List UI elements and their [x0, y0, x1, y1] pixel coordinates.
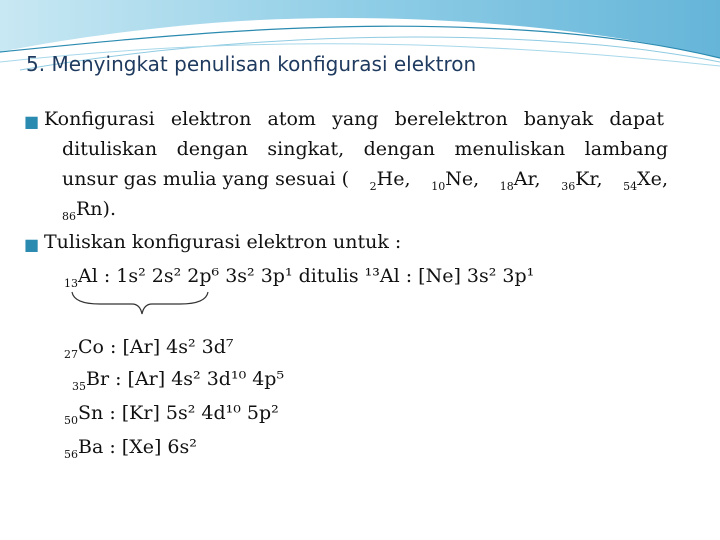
config-co: $_{27}$Co : [Ar] 4s² 3d⁷ [64, 336, 234, 361]
page-title: 5. Menyingkat penulisan konfigurasi elektron [26, 52, 477, 76]
gas-ne: $_{10}$Ne, [431, 168, 480, 193]
gas-rn: $_{86}$Rn). [62, 198, 116, 223]
gas-xe: $_{54}$Xe, [623, 168, 668, 193]
instruction-line: Tuliskan konfigurasi elektron untuk : [44, 231, 402, 253]
paragraph-line-2: dituliskan dengan singkat, dengan menuliskan lambang [62, 138, 668, 160]
bullet-icon: ■ [24, 112, 40, 131]
gas-kr: $_{36}$Kr, [561, 168, 603, 193]
paragraph-text: unsur gas mulia yang sesuai ( [62, 168, 349, 190]
bullet-icon: ■ [24, 235, 40, 254]
paragraph-line-1: Konfigurasi elektron atom yang berelektron banyak dapat [44, 108, 664, 130]
config-sn: $_{50}$Sn : [Kr] 5s² 4d¹⁰ 5p² [64, 402, 279, 427]
gas-he: $_2$He, [369, 168, 411, 193]
gas-ar: $_{18}$Ar, [499, 168, 541, 193]
config-br: $_{35}$Br : [Ar] 4s² 3d¹⁰ 4p⁵ [72, 368, 285, 393]
brace-icon [70, 290, 210, 320]
config-ba: $_{56}$Ba : [Xe] 6s² [64, 436, 197, 461]
paragraph-line-3 [62, 168, 668, 193]
example-line: $_{13}$Al : 1s² 2s² 2p⁶ 3s² 3p¹ ditulis ¹³Al : [Ne] 3s² 3p¹ [64, 265, 535, 290]
